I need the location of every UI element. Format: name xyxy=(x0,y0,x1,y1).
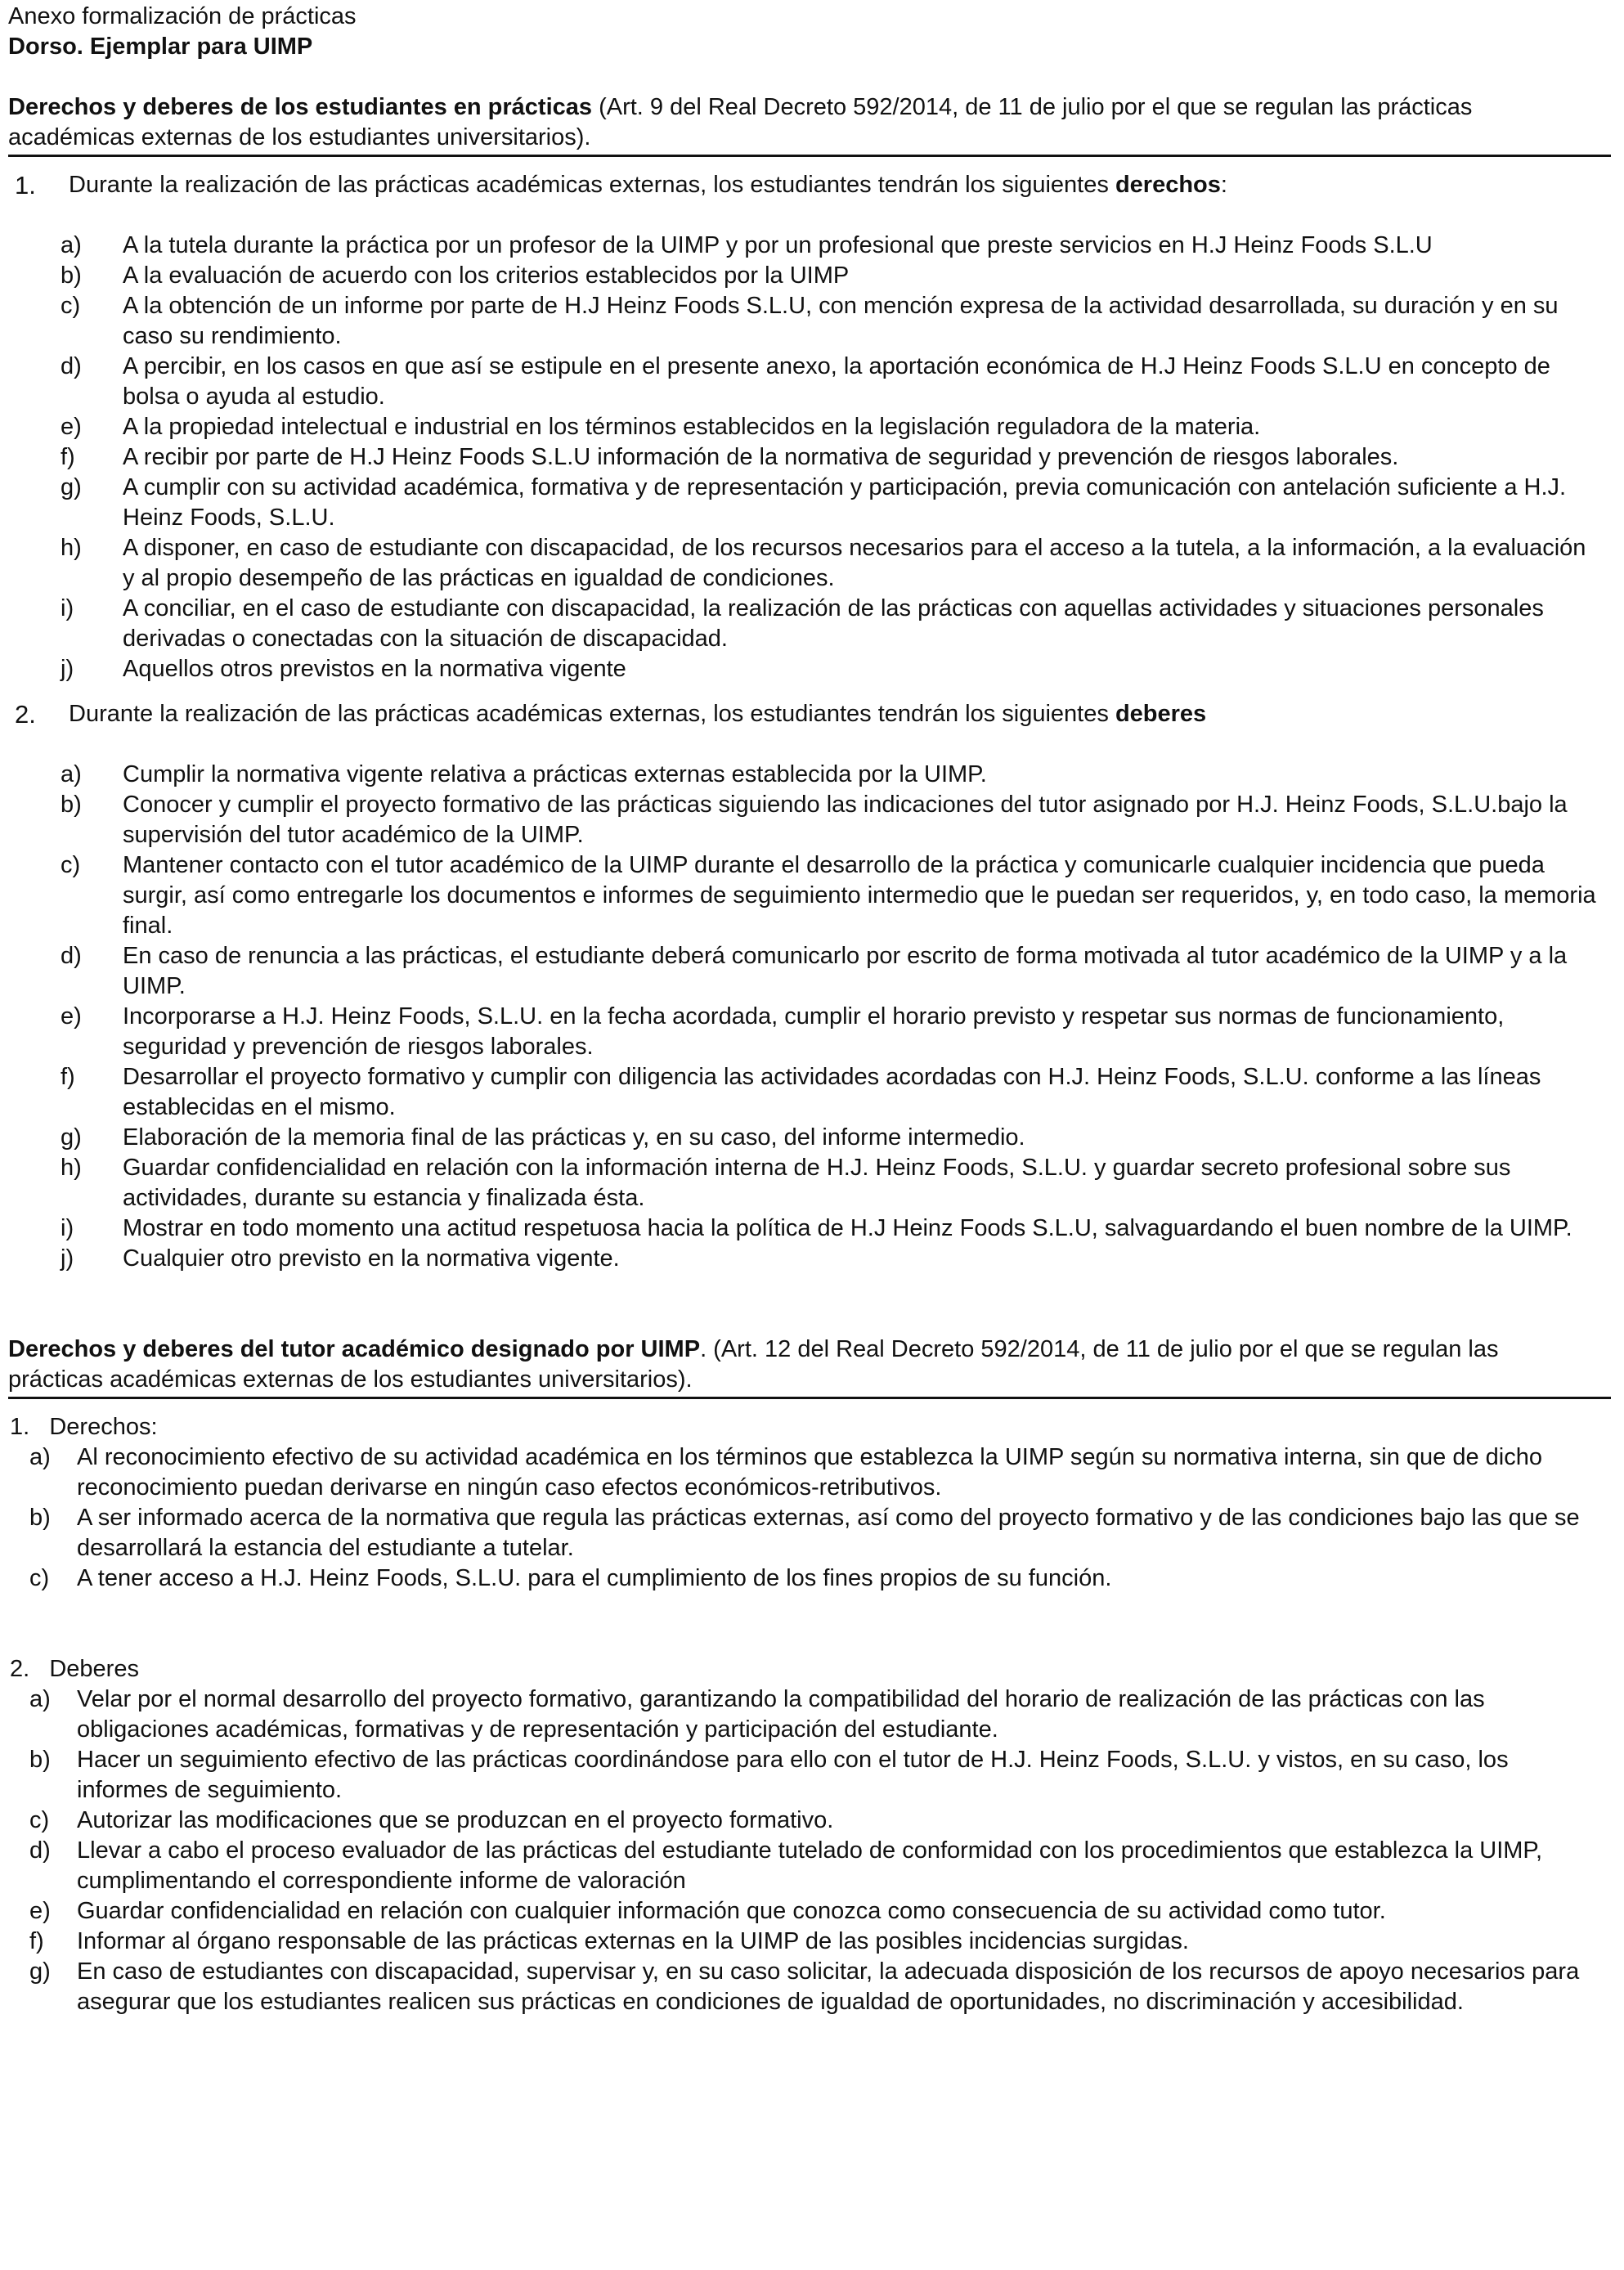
heading-text xyxy=(69,699,1611,729)
list-item xyxy=(8,231,1611,261)
list-item-text: Desarrollar el proyecto formativo y cumplir con diligencia las actividades acordadas con H.J. Heinz Foods, S.L.U. conforme a las líneas establecidas en el mismo. xyxy=(123,1064,1541,1120)
list-item-text: Elaboración de la memoria final de las prácticas y, en su caso, del informe intermedio. xyxy=(123,1124,1025,1151)
list-item xyxy=(8,1927,1611,1957)
list-item-text: A disponer, en caso de estudiante con discapacidad, de los recursos necesarios para el acceso a la tutela, a la información, a la evaluación y al propio desempeño de las prácticas en igualdad de condiciones. xyxy=(123,535,1586,591)
list-item xyxy=(8,1896,1611,1927)
list-item-text: Aquellos otros previstos en la normativa vigente xyxy=(123,656,626,682)
list-item xyxy=(8,1153,1611,1214)
list-item xyxy=(8,1002,1611,1062)
list-item xyxy=(8,1836,1611,1896)
list-item-marker: j) xyxy=(61,656,74,682)
list-item-marker: i) xyxy=(61,1215,74,1241)
students-section-title xyxy=(8,92,1611,153)
list-item-text: Informar al órgano responsable de las prácticas externas en la UIMP de las posibles incidencias surgidas. xyxy=(77,1928,1189,1954)
tutor-rights-list xyxy=(8,1442,1611,1594)
list-item xyxy=(8,352,1611,412)
list-item-marker: f) xyxy=(61,1064,75,1090)
list-item-marker: c) xyxy=(29,1565,50,1591)
list-item-marker: b) xyxy=(61,792,82,818)
list-item-marker: g) xyxy=(29,1958,51,1985)
tutor-section-title-rest: . (Art. 12 del Real Decreto 592/2014, de 11 de julio por el que se regulan las prácticas académicas externas de los estudiantes universitarios). xyxy=(8,1336,1499,1393)
students-section-title-bold: Derechos y deberes de los estudiantes en prácticas xyxy=(8,94,593,120)
list-item-text: Hacer un seguimiento efectivo de las prácticas coordinándose para ello con el tutor de H.J. Heinz Foods, S.L.U. y vistos, en su caso, los informes de seguimiento. xyxy=(77,1747,1509,1803)
annex-title: Anexo formalización de prácticas xyxy=(8,3,357,29)
students-duties-list xyxy=(8,760,1611,1274)
list-item-text: A percibir, en los casos en que así se estipule en el presente anexo, la aportación económica de H.J Heinz Foods S.L.U en concepto de bolsa o ayuda al estudio. xyxy=(123,353,1550,410)
heading-intro: Durante la realización de las prácticas académicas externas, los estudiantes tendrán los siguientes xyxy=(69,172,1115,198)
list-item-marker: g) xyxy=(61,474,82,500)
list-item xyxy=(8,1806,1611,1836)
list-item-marker: h) xyxy=(61,1155,82,1181)
list-item-marker: a) xyxy=(29,1686,51,1712)
heading-suffix: : xyxy=(1220,172,1227,198)
students-rights-heading xyxy=(8,170,1611,200)
list-item-text: En caso de renuncia a las prácticas, el estudiante deberá comunicarlo por escrito de forma motivada al tutor académico de la UIMP y a la UIMP. xyxy=(123,943,1568,999)
heading-number: 2. xyxy=(15,700,36,729)
students-duties-heading xyxy=(8,699,1611,729)
list-item-marker: e) xyxy=(61,414,82,440)
list-item xyxy=(8,442,1611,473)
list-item-marker: c) xyxy=(61,293,81,319)
list-item xyxy=(8,1062,1611,1123)
list-item-marker: f) xyxy=(61,444,75,470)
list-item xyxy=(8,1503,1611,1563)
list-item-marker: a) xyxy=(61,761,82,787)
list-item-marker: f) xyxy=(29,1928,44,1954)
list-item xyxy=(8,473,1611,533)
list-item-text: Incorporarse a H.J. Heinz Foods, S.L.U. en la fecha acordada, cumplir el horario previsto y respetar sus normas de funcionamiento, seguridad y prevención de riesgos laborales. xyxy=(123,1003,1505,1060)
list-item-marker: h) xyxy=(61,535,82,561)
list-item xyxy=(8,1442,1611,1503)
list-item-text: A cumplir con su actividad académica, formativa y de representación y participación, previa comunicación con antelación suficiente a H.J. Heinz Foods, S.L.U. xyxy=(123,474,1567,531)
list-item-marker: c) xyxy=(61,852,81,878)
list-item xyxy=(8,790,1611,850)
list-item-text: Cualquier otro previsto en la normativa vigente. xyxy=(123,1245,620,1272)
list-item xyxy=(8,1957,1611,2017)
tutor-rights-heading: 1. Derechos: xyxy=(10,1414,158,1440)
list-item-marker: a) xyxy=(29,1444,51,1470)
document-page xyxy=(8,2,1611,2017)
list-item-marker: c) xyxy=(29,1807,50,1833)
list-item-text: A ser informado acerca de la normativa que regula las prácticas externas, así como del proyecto formativo y de las condiciones bajo las que se desarrollará la estancia del estudiante a tutelar. xyxy=(77,1505,1580,1561)
list-item-text: Guardar confidencialidad en relación con cualquier información que conozca como consecuencia de su actividad como tutor. xyxy=(77,1898,1386,1924)
heading-text xyxy=(69,170,1611,200)
list-item xyxy=(8,941,1611,1002)
students-rights-list xyxy=(8,231,1611,684)
students-section-title-rest: (Art. 9 del Real Decreto 592/2014, de 11 de julio por el que se regulan las prácticas académicas externas de los estudiantes universitarios). xyxy=(8,94,1473,150)
list-item-marker: i) xyxy=(61,595,74,621)
list-item xyxy=(8,291,1611,352)
list-item xyxy=(8,412,1611,442)
list-item xyxy=(8,1563,1611,1594)
list-item xyxy=(8,1745,1611,1806)
list-item xyxy=(8,1214,1611,1244)
list-item-text: A tener acceso a H.J. Heinz Foods, S.L.U. para el cumplimiento de los fines propios de su función. xyxy=(77,1565,1112,1591)
heading-number: 1. xyxy=(15,171,36,200)
list-item-marker: d) xyxy=(61,943,82,969)
list-item xyxy=(8,594,1611,654)
list-item-text: Cumplir la normativa vigente relativa a prácticas externas establecida por la UIMP. xyxy=(123,761,987,787)
heading-keyword: deberes xyxy=(1115,701,1207,727)
list-item-marker: j) xyxy=(61,1245,74,1272)
list-item xyxy=(8,1123,1611,1153)
list-item-text: Llevar a cabo el proceso evaluador de las prácticas del estudiante tutelado de conformidad con los procedimientos que establezca la UIMP, cumplimentando el correspondiente informe de valoración xyxy=(77,1837,1543,1894)
list-item xyxy=(8,654,1611,684)
copy-label: Dorso. Ejemplar para UIMP xyxy=(8,34,313,60)
heading-intro: Durante la realización de las prácticas académicas externas, los estudiantes tendrán los siguientes xyxy=(69,701,1115,727)
tutor-section-title xyxy=(8,1335,1611,1395)
list-item-text: Guardar confidencialidad en relación con la información interna de H.J. Heinz Foods, S.L.U. y guardar secreto profesional sobre sus actividades, durante su estancia y finalizada ésta. xyxy=(123,1155,1511,1211)
list-item-text: Conocer y cumplir el proyecto formativo de las prácticas siguiendo las indicaciones del tutor asignado por H.J. Heinz Foods, S.L.U.bajo la supervisión del tutor académico de la UIMP. xyxy=(123,792,1568,848)
list-item xyxy=(8,1244,1611,1274)
list-item xyxy=(8,261,1611,291)
list-item-text: A la tutela durante la práctica por un profesor de la UIMP y por un profesional que preste servicios en H.J Heinz Foods S.L.U xyxy=(123,232,1433,258)
list-item-marker: e) xyxy=(61,1003,82,1030)
list-item-marker: d) xyxy=(61,353,82,379)
list-item xyxy=(8,760,1611,790)
list-item-text: A conciliar, en el caso de estudiante con discapacidad, la realización de las prácticas con aquellas actividades y situaciones personales derivadas o conectadas con la situación de discapacidad. xyxy=(123,595,1544,652)
tutor-section-title-bold: Derechos y deberes del tutor académico designado por UIMP xyxy=(8,1336,701,1362)
list-item xyxy=(8,850,1611,941)
tutor-duties-list xyxy=(8,1685,1611,2017)
list-item-marker: e) xyxy=(29,1898,51,1924)
list-item-marker: b) xyxy=(29,1747,51,1773)
list-item-text: Mostrar en todo momento una actitud respetuosa hacia la política de H.J Heinz Foods S.L.U, salvaguardando el buen nombre de la UIMP. xyxy=(123,1215,1572,1241)
list-item-text: Al reconocimiento efectivo de su actividad académica en los términos que establezca la UIMP según su normativa interna, sin que de dicho reconocimiento puedan derivarse en ningún caso efectos económicos-retributivos. xyxy=(77,1444,1543,1501)
tutor-duties-heading: 2. Deberes xyxy=(10,1656,139,1682)
list-item-text: A recibir por parte de H.J Heinz Foods S.L.U información de la normativa de seguridad y prevención de riesgos laborales. xyxy=(123,444,1399,470)
list-item-marker: b) xyxy=(29,1505,51,1531)
list-item-text: A la obtención de un informe por parte de H.J Heinz Foods S.L.U, con mención expresa de la actividad desarrollada, su duración y en su caso su rendimiento. xyxy=(123,293,1559,349)
list-item-text: En caso de estudiantes con discapacidad, supervisar y, en su caso solicitar, la adecuada disposición de los recursos de apoyo necesarios para asegurar que los estudiantes realicen sus prácticas en condiciones de igualdad de oportunidades, no discriminación y accesibilidad. xyxy=(77,1958,1580,2015)
list-item-text: Velar por el normal desarrollo del proyecto formativo, garantizando la compatibilidad del horario de realización de las prácticas con las obligaciones académicas, formativas y de representación y participación del estudiante. xyxy=(77,1686,1485,1743)
list-item-text: A la evaluación de acuerdo con los criterios establecidos por la UIMP xyxy=(123,262,850,289)
list-item xyxy=(8,533,1611,594)
list-item-text: Mantener contacto con el tutor académico de la UIMP durante el desarrollo de la práctica y comunicarle cualquier incidencia que pueda surgir, así como entregarle los documentos e informes de seguimiento intermedio que le puedan ser requeridos, y, en todo caso, la memoria final. xyxy=(123,852,1596,939)
list-item xyxy=(8,1685,1611,1745)
list-item-text: A la propiedad intelectual e industrial en los términos establecidos en la legislación reguladora de la materia. xyxy=(123,414,1261,440)
list-item-marker: d) xyxy=(29,1837,51,1864)
list-item-marker: g) xyxy=(61,1124,82,1151)
list-item-marker: a) xyxy=(61,232,82,258)
heading-keyword: derechos xyxy=(1115,172,1221,198)
list-item-text: Autorizar las modificaciones que se produzcan en el proyecto formativo. xyxy=(77,1807,834,1833)
list-item-marker: b) xyxy=(61,262,82,289)
